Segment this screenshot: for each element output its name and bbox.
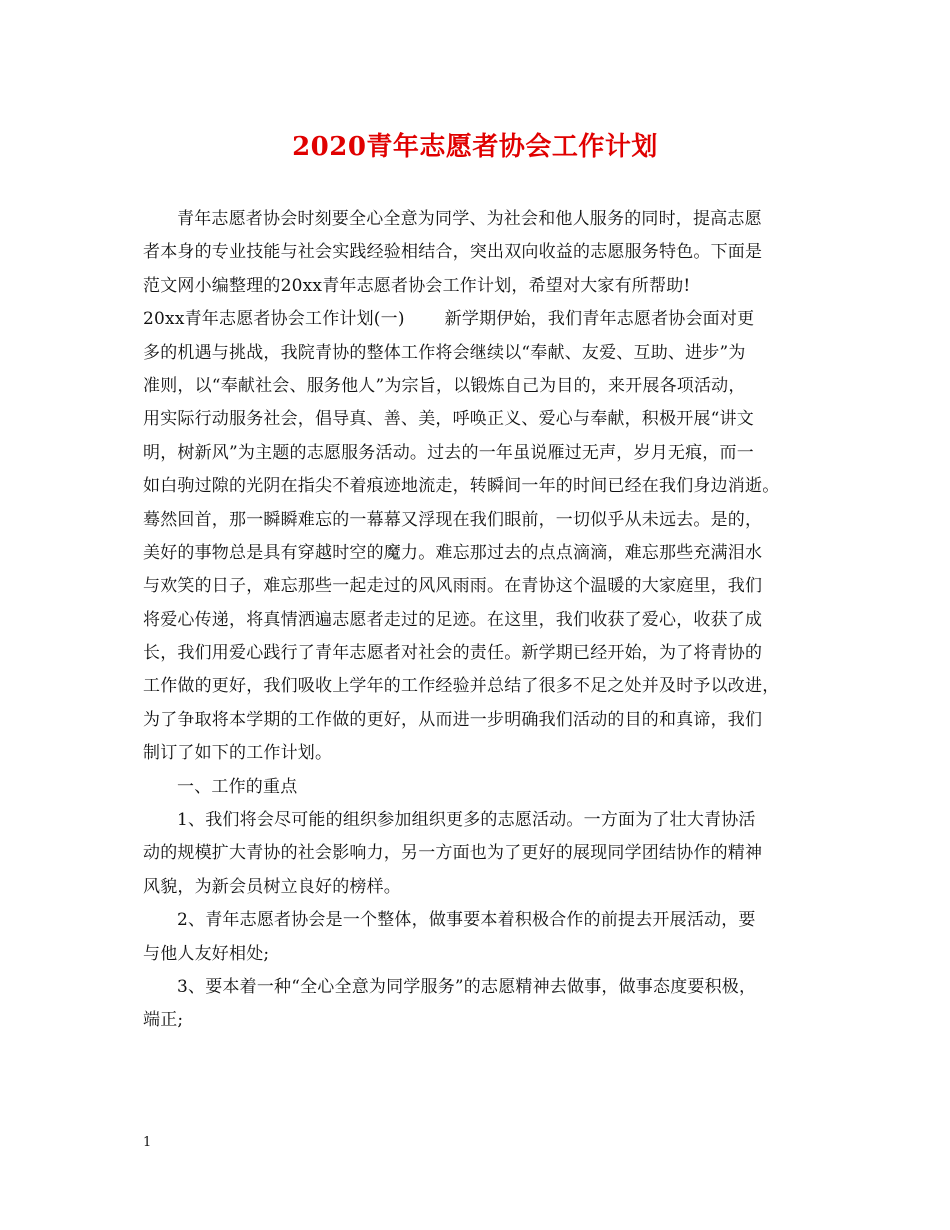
text-line: 与欢笑的日子，难忘那些一起走过的风风雨雨。在青协这个温暖的大家庭里，我们 xyxy=(143,576,763,597)
text-line: 准则，以“奉献社会、服务他人”为宗旨，以锻炼自己为目的，来开展各项活动， xyxy=(143,375,746,396)
text-line: 将爱心传递，将真情洒遍志愿者走过的足迹。在这里，我们收获了爱心，收获了成 xyxy=(143,609,763,630)
page-number: 1 xyxy=(143,1135,152,1150)
text-line: 20xx青年志愿者协会工作计划(一) 新学期伊始，我们青年志愿者协会面对更 xyxy=(143,309,755,330)
text-line: 端正; xyxy=(143,1010,184,1031)
text-line: 风貌，为新会员树立良好的榜样。 xyxy=(143,876,401,897)
text-line: 多的机遇与挑战，我院青协的整体工作将会继续以“奉献、友爱、互助、进步”为 xyxy=(143,342,746,363)
document-title: 2020青年志愿者协会工作计划 xyxy=(292,132,658,162)
text-line: 制订了如下的工作计划。 xyxy=(143,743,333,764)
text-line: 工作做的更好，我们吸收上学年的工作经验并总结了很多不足之处并及时予以改进， xyxy=(143,676,780,697)
text-line: 为了争取将本学期的工作做的更好，从而进一步明确我们活动的目的和真谛，我们 xyxy=(143,709,763,730)
text-line: 美好的事物总是具有穿越时空的魔力。难忘那过去的点点滴滴，难忘那些充满泪水 xyxy=(143,542,763,563)
text-line: 一、工作的重点 xyxy=(177,776,298,797)
text-line: 范文网小编整理的20xx青年志愿者协会工作计划，希望对大家有所帮助! xyxy=(143,275,691,296)
text-line: 蓦然回首，那一瞬瞬难忘的一幕幕又浮现在我们眼前，一切似乎从未远去。是的， xyxy=(143,509,763,530)
text-line: 2、青年志愿者协会是一个整体，做事要本着积极合作的前提去开展活动，要 xyxy=(177,910,756,931)
text-line: 与他人友好相处; xyxy=(143,943,270,964)
text-line: 者本身的专业技能与社会实践经验相结合，突出双向收益的志愿服务特色。下面是 xyxy=(143,242,763,263)
text-line: 动的规模扩大青协的社会影响力，另一方面也为了更好的展现同学团结协作的精神 xyxy=(143,843,763,864)
text-line: 长，我们用爱心践行了青年志愿者对社会的责任。新学期已经开始，为了将青协的 xyxy=(143,643,763,664)
text-line: 明，树新风”为主题的志愿服务活动。过去的一年虽说雁过无声，岁月无痕，而一 xyxy=(143,442,754,463)
text-line: 青年志愿者协会时刻要全心全意为同学、为社会和他人服务的同时，提高志愿 xyxy=(177,209,762,229)
text-line: 1、我们将会尽可能的组织参加组织更多的志愿活动。一方面为了壮大青协活 xyxy=(177,810,756,831)
text-line: 3、要本着一种“全心全意为同学服务”的志愿精神去做事，做事态度要积极， xyxy=(177,976,757,997)
text-line: 用实际行动服务社会，倡导真、善、美，呼唤正义、爱心与奉献，积极开展“讲文 xyxy=(143,409,754,430)
document-body xyxy=(143,203,823,1038)
text-line: 如白驹过隙的光阴在指尖不着痕迹地流走，转瞬间一年的时间已经在我们身边消逝。 xyxy=(143,476,780,497)
